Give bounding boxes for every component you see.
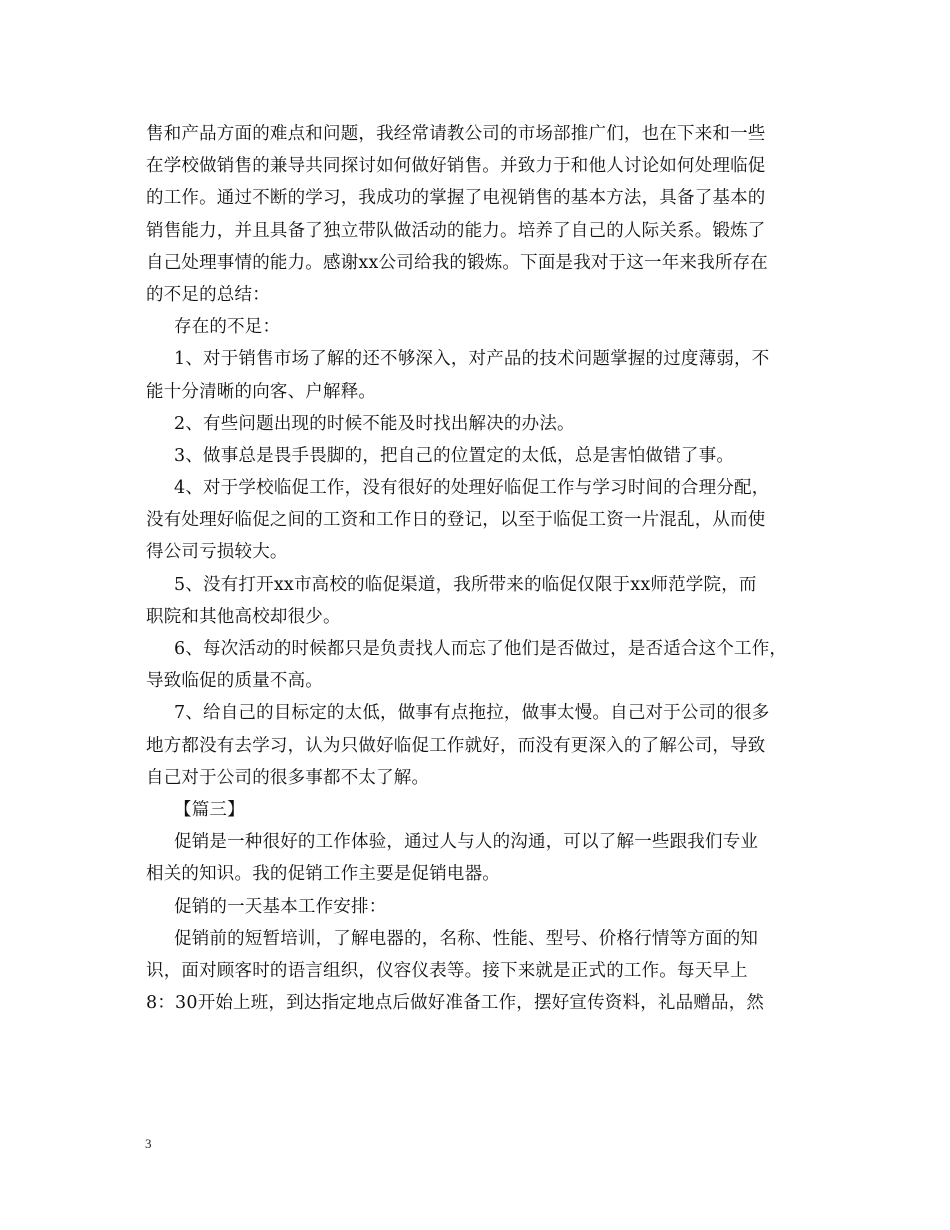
text-line: 没有处理好临促之间的工资和工作日的登记，以至于临促工资一片混乱，从而使 bbox=[146, 510, 766, 531]
list-item-start: 6、每次活动的时候都只是负责找人而忘了他们是否做过，是否适合这个工作， bbox=[174, 639, 788, 659]
list-item-start: 7、给自己的目标定的太低，做事有点拖拉，做事太慢。自己对于公司的很多 bbox=[174, 703, 770, 724]
section-heading: 存在的不足： bbox=[174, 317, 281, 338]
text-line: 得公司亏损较大。 bbox=[146, 542, 288, 563]
text-line: 职院和其他高校却很少。 bbox=[146, 606, 341, 627]
text-line: 地方都没有去学习，认为只做好临促工作就好，而没有更深入的了解公司，导致 bbox=[146, 735, 766, 756]
section-title: 【篇三】 bbox=[174, 799, 245, 820]
text-line: 的工作。通过不断的学习，我成功的掌握了电视销售的基本方法，具备了基本的 bbox=[146, 188, 766, 209]
paragraph-start: 促销的一天基本工作安排： bbox=[174, 896, 387, 917]
list-item-start: 2、有些问题出现的时候不能及时找出解决的办法。 bbox=[174, 413, 575, 434]
text-line: 售和产品方面的难点和问题，我经常请教公司的市场部推广们，也在下来和一些 bbox=[146, 124, 766, 144]
text-line: 在学校做销售的兼导共同探讨如何做好销售。并致力于和他人讨论如何处理临促 bbox=[146, 156, 766, 177]
text-line: 的不足的总结： bbox=[146, 284, 270, 305]
list-item-start: 5、没有打开xx市高校的临促渠道，我所带来的临促仅限于xx师范学院，而 bbox=[174, 574, 757, 595]
list-item-start: 1、对于销售市场了解的还不够深入，对产品的技术问题掌握的过度薄弱，不 bbox=[174, 349, 770, 370]
list-item-start: 4、对于学校临促工作，没有很好的处理好临促工作与学习时间的合理分配， bbox=[174, 478, 770, 499]
paragraph-start: 促销前的短暂培训，了解电器的，名称、性能、型号、价格行情等方面的知 bbox=[174, 928, 759, 949]
text-line: 导致临促的质量不高。 bbox=[146, 671, 323, 692]
text-line: 8：30开始上班，到达指定地点后做好准备工作，摆好宣传资料，礼品赠品，然 bbox=[146, 993, 765, 1014]
text-line: 识，面对顾客时的语言组织，仪容仪表等。接下来就是正式的工作。每天早上 bbox=[146, 960, 748, 981]
paragraph-start: 促销是一种很好的工作体验，通过人与人的沟通，可以了解一些跟我们专业 bbox=[174, 832, 759, 853]
text-line: 自己对于公司的很多事都不太了解。 bbox=[146, 767, 430, 788]
page-number: 3 bbox=[145, 1136, 152, 1151]
document-body bbox=[146, 118, 826, 1019]
text-line: 能十分清晰的向客、户解释。 bbox=[146, 381, 377, 402]
text-line: 自己处理事情的能力。感谢xx公司给我的锻炼。下面是我对于这一年来我所存在 bbox=[146, 252, 768, 273]
list-item-start: 3、做事总是畏手畏脚的，把自己的位置定的太低，总是害怕做错了事。 bbox=[174, 445, 735, 466]
text-line: 销售能力，并且具备了独立带队做活动的能力。培养了自己的人际关系。锻炼了 bbox=[146, 220, 766, 241]
text-line: 相关的知识。我的促销工作主要是促销电器。 bbox=[146, 864, 500, 885]
